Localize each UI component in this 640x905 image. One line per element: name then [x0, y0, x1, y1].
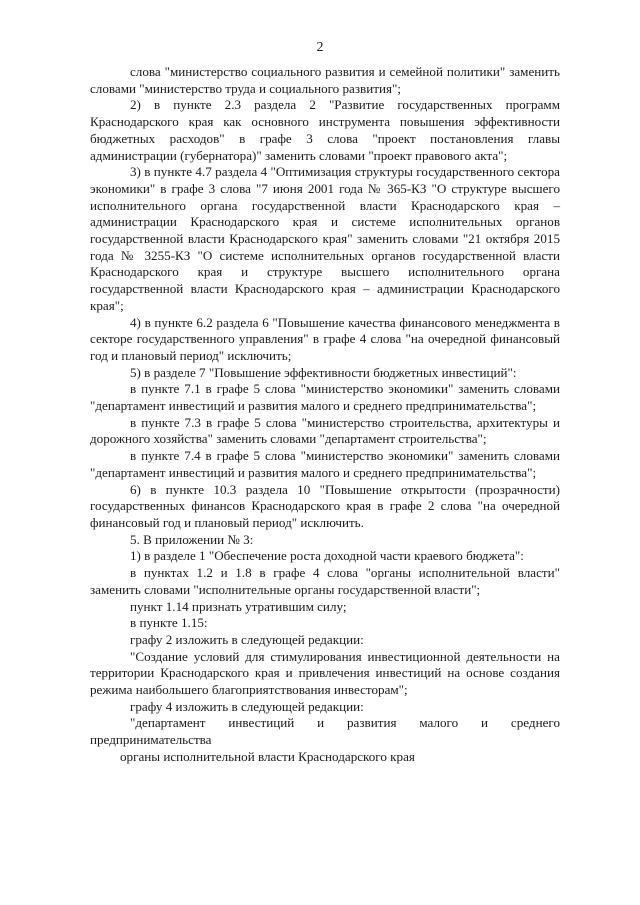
page-number: 2: [316, 40, 324, 55]
paragraph-1: слова "министерство социального развития и семейной политики" заменить словами "министерство труда и социального развития";: [90, 64, 560, 96]
paragraph-11: 1) в разделе 1 "Обеспечение роста доходной части краевого бюджета":: [130, 548, 524, 564]
paragraph-6: в пункте 7.1 в графе 5 слова "министерство экономики" заменить словами "департамент инвестиций и развития малого и среднего предпринимательства";: [90, 381, 560, 414]
paragraph-7: в пункте 7.3 в графе 5 слова "министерство строительства, архитектуры и дорожного хозяйства" заменить словами "департамент строительства";: [90, 414, 560, 447]
paragraph-3: 3) в пункте 4.7 раздела 4 "Оптимизация структуры государственного сектора экономики" в графе 3 слова "7 июня 2001 года № 365-КЗ "О структуре высшего исполнительного органа государственной власти Краснодарского края – администрации Краснодарского края и системе исполнительных органов государственной власти Краснодарского края" заменить словами "21 октября 2015 года № 3255-КЗ "О системе исполнительных органов государственной власти Краснодарского края и структуре высшего исполнительного органа государственной власти Краснодарского края – администрации Краснодарского края";: [90, 164, 560, 313]
paragraph-15: графу 2 изложить в следующей редакции:: [130, 631, 364, 647]
paragraph-4: 4) в пункте 6.2 раздела 6 "Повышение качества финансового менеджмента в секторе государственного управления" в графе 4 слова "на очередной финансовый год и плановый период" исключить;: [90, 314, 560, 363]
paragraph-9: 6) в пункте 10.3 раздела 10 "Повышение открытости (прозрачности) государственных финансов Краснодарского края в графе 2 слова "на очередной финансовый год и плановый период" исключить.: [90, 481, 560, 530]
paragraph-16: "Создание условий для стимулирования инвестиционной деятельности на территории Краснодарского края и привлечения инвестиций на основе создания режима наибольшего благоприятствования инвесторам";: [90, 648, 560, 698]
paragraph-10: 5. В приложении № 3:: [130, 531, 254, 547]
document-body: [90, 64, 560, 766]
paragraph-2: 2) в пункте 2.3 раздела 2 "Развитие государственных программ Краснодарского края как основного инструмента повышения эффективности бюджетных расходов" в графе 3 слова "проект постановления главы администрации (губернатора)" заменить словами "проект правового акта";: [90, 97, 560, 163]
paragraph-17: графу 4 изложить в следующей редакции:: [130, 698, 364, 714]
paragraph-8: в пункте 7.4 в графе 5 слова "министерство экономики" заменить словами "департамент инвестиций и развития малого и среднего предпринимательства";: [90, 448, 560, 480]
paragraph-19: органы исполнительной власти Краснодарского края: [120, 748, 415, 764]
paragraph-14: в пункте 1.15:: [130, 615, 208, 631]
paragraph-18: "департамент инвестиций и развития малого и среднего предпринимательства: [90, 715, 560, 748]
paragraph-5: 5) в разделе 7 "Повышение эффективности бюджетных инвестиций":: [130, 364, 517, 380]
paragraph-12: в пунктах 1.2 и 1.8 в графе 4 слова "органы исполнительной власти" заменить словами "исполнительные органы государственной власти";: [90, 565, 560, 597]
paragraph-13: пункт 1.14 признать утратившим силу;: [130, 598, 347, 614]
